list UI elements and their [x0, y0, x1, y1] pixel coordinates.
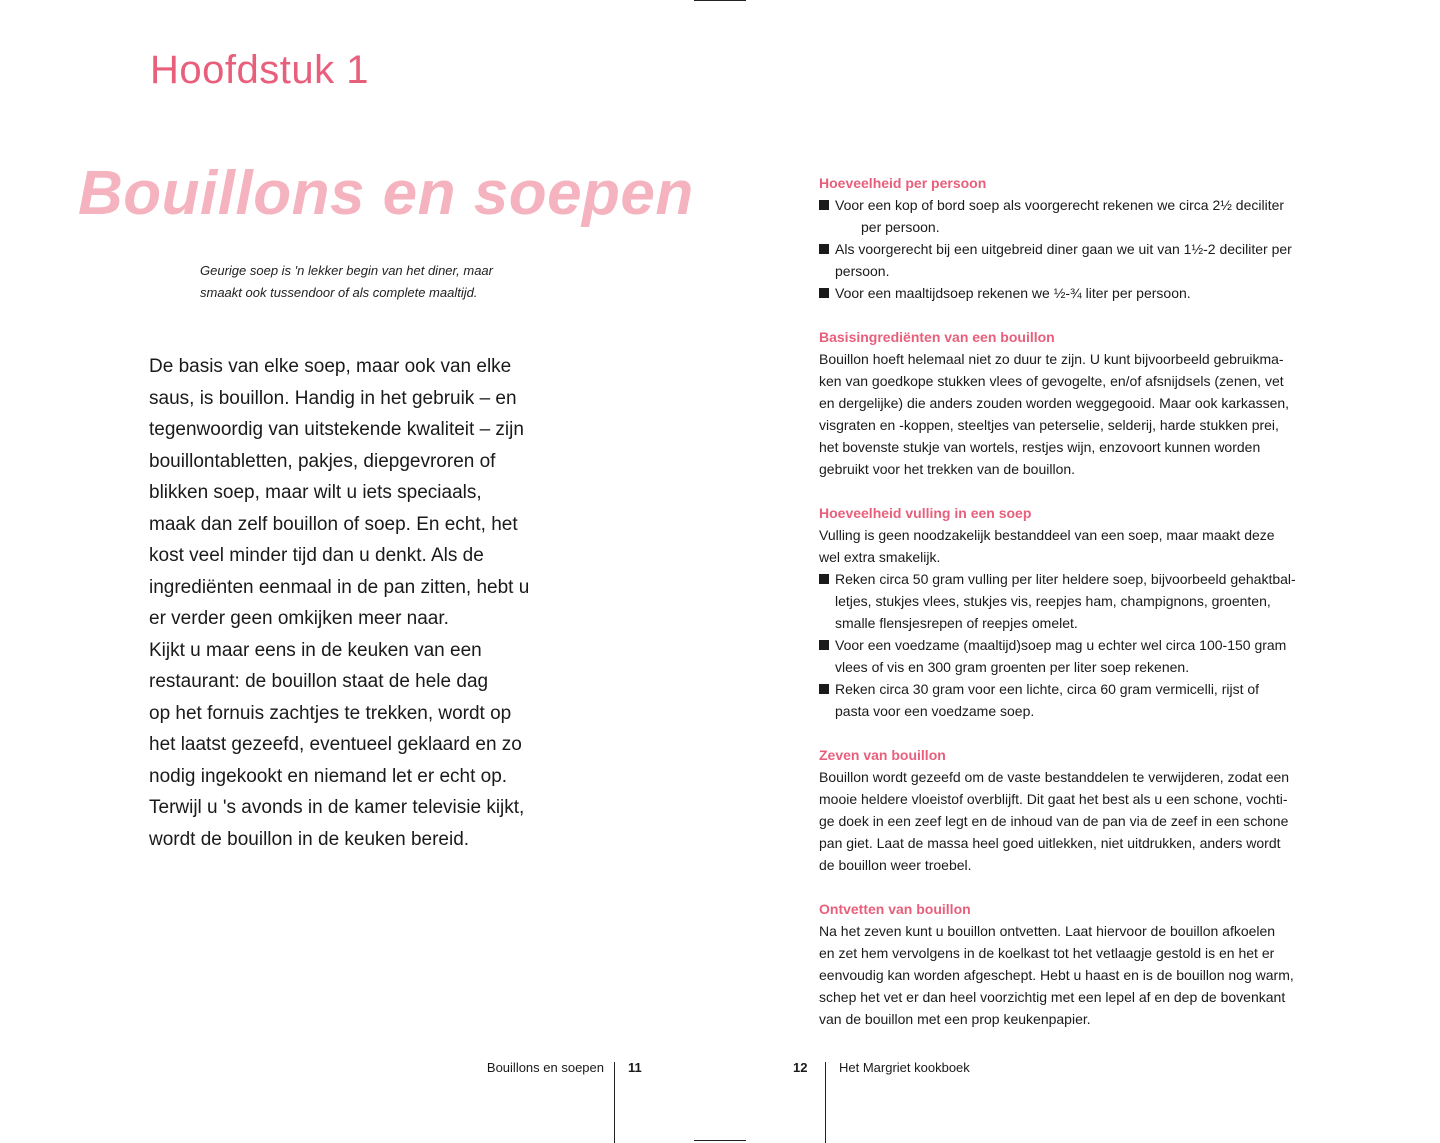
body-line: wordt de bouillon in de keuken bereid. [149, 828, 470, 850]
section-basic-ingredients [819, 326, 1369, 480]
body-line: maak dan zelf bouillon of soep. En echt, het [149, 513, 518, 535]
footer-left-title: Bouillons en soepen [486, 1060, 604, 1075]
paragraph-line: ken van goedkope stukken vlees of gevogelte, en/of afsnijdsels (zenen, vet [819, 373, 1284, 389]
bullet-item [819, 194, 1369, 238]
body-line: saus, is bouillon. Handig in het gebruik – en [149, 387, 517, 409]
paragraph-line: ge doek in een zeef legt en de inhoud van de pan via de zeef in een schone [819, 813, 1289, 829]
bullet-line: Reken circa 50 gram vulling per liter heldere soep, bijvoorbeeld gehaktbal- [819, 568, 1369, 590]
paragraph-line: de bouillon weer troebel. [819, 857, 972, 873]
right-column [819, 172, 1369, 1030]
section-heading: Basisingrediënten van een bouillon [819, 329, 1055, 345]
bullet-item [819, 678, 1369, 722]
paragraph-line: Bouillon wordt gezeefd om de vaste bestanddelen te verwijderen, zodat een [819, 769, 1290, 785]
section-heading: Zeven van bouillon [819, 747, 946, 763]
bullet-line: per persoon. [861, 219, 940, 235]
bullet-item [819, 238, 1369, 282]
paragraph-line: mooie heldere vloeistof overblijft. Dit gaat het best als u een schone, vochti- [819, 791, 1288, 807]
intro-line: smaakt ook tussendoor of als complete maaltijd. [200, 285, 478, 300]
section-straining [819, 744, 1369, 876]
crop-mark-top [694, 0, 746, 1]
paragraph-line: pan giet. Laat de massa heel goed uitlekken, niet uitdrukken, anders wordt [819, 835, 1281, 851]
paragraph-line: wel extra smakelijk. [819, 549, 941, 565]
bullet-line: Reken circa 30 gram voor een lichte, circa 60 gram vermicelli, rijst of [819, 678, 1369, 700]
body-line: Kijkt u maar eens in de keuken van een [149, 639, 482, 661]
intro-line: Geurige soep is 'n lekker begin van het diner, maar [200, 263, 493, 278]
body-line: er verder geen omkijken meer naar. [149, 608, 449, 629]
bullet-line: Voor een maaltijdsoep rekenen we ½-¾ liter per persoon. [819, 282, 1369, 304]
footer-divider-left [614, 1062, 615, 1143]
footer-right-title: Het Margriet kookboek [839, 1060, 970, 1075]
body-line: Terwijl u 's avonds in de kamer televisie kijkt, [149, 797, 525, 818]
body-line: restaurant: de bouillon staat de hele dag [149, 671, 489, 692]
bullet-line: Voor een kop of bord soep als voorgerecht rekenen we circa 2½ deciliter [819, 194, 1369, 216]
chapter-label: Hoofdstuk 1 [150, 48, 369, 92]
body-line: De basis van elke soep, maar ook van elke [149, 356, 512, 377]
body-line: nodig ingekookt en niemand let er echt op. [149, 765, 508, 787]
bullet-line: Voor een voedzame (maaltijd)soep mag u echter wel circa 100-150 gram [819, 634, 1369, 656]
intro-text [200, 260, 560, 304]
bullet-line: pasta voor een voedzame soep. [835, 703, 1035, 719]
section-quantity-per-person [819, 172, 1369, 304]
body-line: bouillontabletten, pakjes, diepgevroren of [149, 450, 496, 472]
paragraph-line: Na het zeven kunt u bouillon ontvetten. Laat hiervoor de bouillon afkoelen [819, 923, 1276, 939]
paragraph-line: en dergelijke) die anders zouden worden weggegooid. Maar ook karkassen, [819, 395, 1290, 411]
body-text [149, 351, 589, 855]
section-filling-quantity [819, 502, 1369, 722]
chapter-title: Bouillons en soepen [78, 159, 694, 228]
bullet-item [819, 568, 1369, 634]
bullet-line: Als voorgerecht bij een uitgebreid diner gaan we uit van 1½-2 deciliter per [819, 238, 1369, 260]
body-line: het laatst gezeefd, eventueel geklaard en zo [149, 734, 522, 755]
paragraph-line: Vulling is geen noodzakelijk bestanddeel van een soep, maar maakt deze [819, 527, 1275, 543]
section-heading: Hoeveelheid vulling in een soep [819, 505, 1032, 521]
paragraph-line: schep het vet er dan heel voorzichtig met een lepel af en dep de bovenkant [819, 989, 1286, 1005]
section-degreasing [819, 898, 1369, 1030]
bullet-line: persoon. [835, 263, 890, 279]
bullet-item [819, 634, 1369, 678]
paragraph-line: en zet hem vervolgens in de koelkast tot het vetlaagje gestold is en het er [819, 945, 1275, 961]
paragraph-line: gebruikt voor het trekken van de bouillon. [819, 461, 1076, 477]
bullet-line: smalle flensjesrepen of reepjes omelet. [835, 615, 1078, 631]
paragraph-line: van de bouillon met een prop keukenpapier. [819, 1011, 1091, 1027]
paragraph-line: eenvoudig kan worden afgeschept. Hebt u haast en is de bouillon nog warm, [819, 967, 1294, 983]
body-line: ingrediënten eenmaal in de pan zitten, hebt u [149, 576, 530, 598]
page-number-right: 12 [793, 1060, 808, 1075]
bullet-line: vlees of vis en 300 gram groenten per liter soep rekenen. [835, 659, 1190, 675]
bullet-item [819, 282, 1369, 304]
page-number-left: 11 [628, 1060, 642, 1075]
body-line: blikken soep, maar wilt u iets speciaals, [149, 482, 482, 503]
section-heading: Hoeveelheid per persoon [819, 175, 987, 191]
footer-divider-right [825, 1062, 826, 1143]
paragraph-line: visgraten en -koppen, steeltjes van peterselie, selderij, harde stukken prei, [819, 417, 1279, 433]
bullet-line: letjes, stukjes vlees, stukjes vis, reepjes ham, champignons, groenten, [835, 593, 1271, 609]
paragraph-line: Bouillon hoeft helemaal niet zo duur te zijn. U kunt bijvoorbeeld gebruikma- [819, 351, 1284, 367]
body-line: tegenwoordig van uitstekende kwaliteit – zijn [149, 419, 524, 440]
paragraph-line: het bovenste stukje van wortels, restjes wijn, enzovoort kunnen worden [819, 439, 1261, 455]
crop-mark-bottom [694, 1140, 746, 1141]
body-line: kost veel minder tijd dan u denkt. Als de [149, 545, 484, 566]
section-heading: Ontvetten van bouillon [819, 901, 971, 917]
body-line: op het fornuis zachtjes te trekken, wordt op [149, 702, 512, 724]
